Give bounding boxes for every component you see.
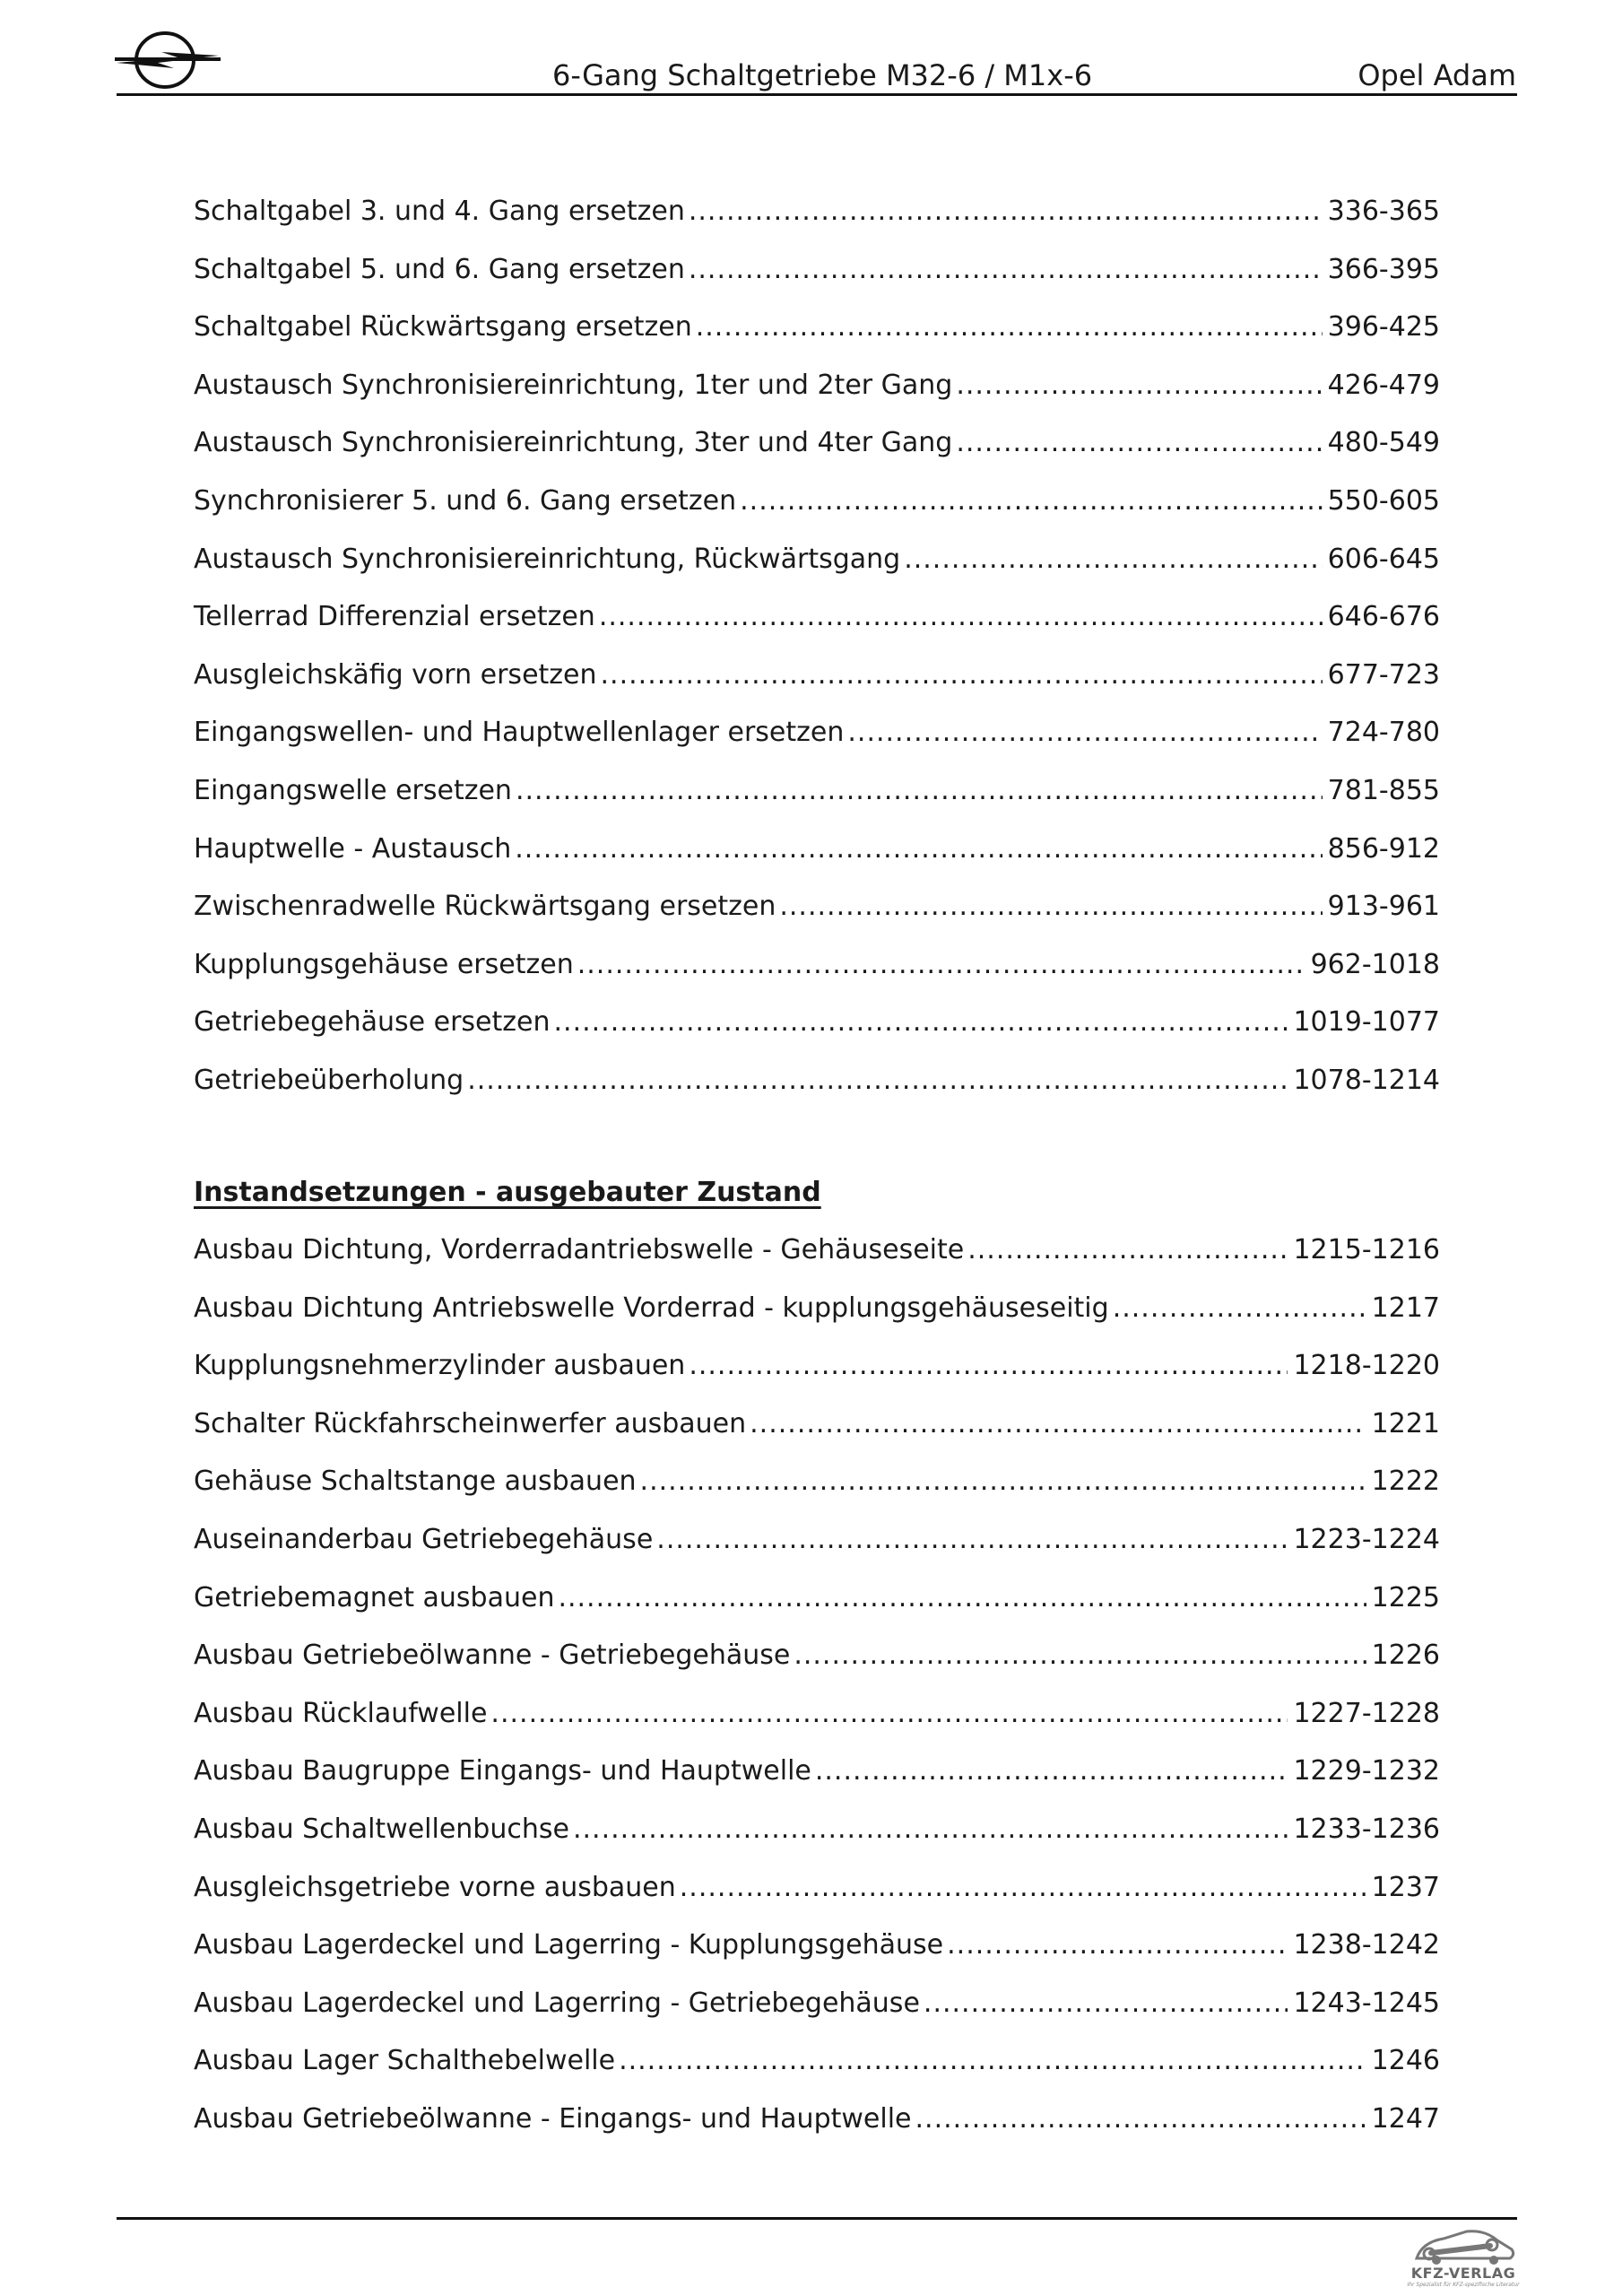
footer-logo-text: KFZ-VERLAG [1410, 2265, 1516, 2282]
opel-blitz-icon [115, 30, 221, 90]
toc-entry [194, 650, 1440, 709]
toc-entry [194, 1283, 1440, 1342]
toc-dot-leader [577, 940, 1305, 990]
toc-entry-title: Ausbau Lager Schalthebelwelle [194, 2045, 616, 2077]
toc-entry-pages: 480-549 [1327, 427, 1440, 459]
toc-entry-title: Getriebegehäuse ersetzen [194, 1006, 551, 1039]
toc-dot-leader [779, 882, 1322, 932]
toc-entry-pages: 1225 [1371, 1581, 1440, 1613]
toc-entry [194, 824, 1440, 883]
toc-entry-title: Austausch Synchronisiereinrichtung, 1ter und 2ter Gang [194, 369, 953, 401]
toc-entry [194, 997, 1440, 1056]
toc-entry-pages: 1217 [1371, 1292, 1440, 1324]
toc-entry-pages: 1229-1232 [1293, 1755, 1440, 1787]
toc-entry-title: Hauptwelle - Austausch [194, 832, 512, 865]
footer-logo-subtext: Ihr Spezialist für KFZ-spezifische Literatur [1407, 2282, 1520, 2288]
toc-dot-leader [956, 361, 1322, 411]
toc-entry-pages: 1222 [1371, 1465, 1440, 1498]
toc-entry-pages: 856-912 [1327, 832, 1440, 865]
toc-dot-leader [558, 1573, 1366, 1623]
header-title: 6-Gang Schaltgetriebe M32-6 / M1x-6 [552, 58, 1093, 92]
toc-entry [194, 476, 1440, 535]
toc-entry [194, 535, 1440, 593]
toc-dot-leader [947, 1920, 1288, 1970]
toc-dot-leader [915, 2094, 1366, 2144]
toc-dot-leader [924, 1979, 1288, 2029]
toc-entry-title: Austausch Synchronisiereinrichtung, Rückwärtsgang [194, 543, 901, 575]
toc-entry-pages: 1246 [1371, 2045, 1440, 2077]
toc-entry [194, 245, 1440, 303]
toc-entry-pages: 1221 [1371, 1407, 1440, 1439]
kfz-verlag-car-wrench-icon [1404, 2222, 1522, 2267]
toc-entry-title: Kupplungsnehmerzylinder ausbauen [194, 1350, 686, 1382]
toc-entry-title: Schalter Rückfahrscheinwerfer ausbauen [194, 1407, 747, 1439]
toc-entry-title: Eingangswelle ersetzen [194, 774, 512, 806]
footer-divider [117, 2217, 1517, 2220]
toc-entry-pages: 426-479 [1327, 369, 1440, 401]
toc-entry-title: Schaltgabel Rückwärtsgang ersetzen [194, 311, 692, 344]
toc-entry [194, 1979, 1440, 2037]
toc-entry-pages: 1247 [1371, 2102, 1440, 2135]
toc-dot-leader [554, 997, 1288, 1048]
toc-entry-pages: 336-365 [1327, 196, 1440, 227]
toc-entry-pages: 550-605 [1327, 484, 1440, 517]
toc-dot-leader [599, 592, 1323, 642]
toc-dot-leader [490, 1689, 1288, 1739]
toc-dot-leader [515, 824, 1322, 874]
toc-dot-leader [516, 766, 1323, 816]
toc-entry [194, 2036, 1440, 2094]
toc-dot-leader [904, 535, 1322, 585]
toc-entry-title: Ausbau Lagerdeckel und Lagerring - Getriebegehäuse [194, 1987, 920, 2019]
toc-entry-title: Getriebemagnet ausbauen [194, 1581, 555, 1613]
toc-entry-title: Ausbau Getriebeölwanne - Getriebegehäuse [194, 1639, 791, 1672]
toc-entry [194, 302, 1440, 361]
toc-dot-leader [740, 476, 1323, 526]
toc-entry-pages: 396-425 [1327, 311, 1440, 344]
toc-entry-pages: 1226 [1371, 1639, 1440, 1672]
toc-entry [194, 2094, 1440, 2152]
toc-entry-title: Synchronisierer 5. und 6. Gang ersetzen [194, 484, 737, 517]
toc-entry-pages: 1233-1236 [1293, 1813, 1440, 1845]
toc-entry-title: Gehäuse Schaltstange ausbauen [194, 1465, 637, 1498]
toc-dot-leader [847, 708, 1322, 758]
toc-entry-title: Ausbau Schaltwellenbuchse [194, 1813, 569, 1845]
toc-entry [194, 187, 1440, 245]
toc-entry-title: Ausgleichskäfig vorn ersetzen [194, 658, 597, 691]
toc-entry [194, 418, 1440, 476]
kfz-verlag-logo [1404, 2222, 1522, 2291]
toc-entry-title: Schaltgabel 3. und 4. Gang ersetzen [194, 196, 685, 227]
toc-dot-leader [815, 1746, 1288, 1796]
toc-entry-pages: 1243-1245 [1293, 1987, 1440, 2019]
toc-entry [194, 940, 1440, 998]
toc-entry [194, 592, 1440, 650]
toc-entry [194, 1746, 1440, 1805]
toc-entry-pages: 606-645 [1327, 543, 1440, 575]
toc-dot-leader [1113, 1283, 1366, 1334]
toc-dot-leader [696, 302, 1323, 352]
toc-entry-title: Ausbau Rücklaufwelle [194, 1697, 488, 1729]
toc-entry-pages: 781-855 [1327, 774, 1440, 806]
toc-entry [194, 766, 1440, 824]
toc-entry-title: Ausbau Lagerdeckel und Lagerring - Kupplungsgehäuse [194, 1929, 944, 1961]
toc-dot-leader [689, 245, 1323, 295]
toc-entry-pages: 1223-1224 [1293, 1523, 1440, 1555]
header-divider [117, 93, 1517, 96]
toc-entry [194, 708, 1440, 766]
toc-dot-leader [573, 1805, 1288, 1855]
toc-entry-pages: 1218-1220 [1293, 1350, 1440, 1382]
toc-entry-title: Getriebeüberholung [194, 1064, 464, 1096]
toc-dot-leader [619, 2036, 1366, 2086]
toc-entry [194, 1341, 1440, 1399]
toc-entry [194, 1805, 1440, 1863]
toc-entry [194, 1457, 1440, 1515]
toc-entry-title: Ausbau Dichtung, Vorderradantriebswelle - Gehäuseseite [194, 1234, 965, 1265]
toc-dot-leader [689, 1341, 1288, 1391]
toc-entry-pages: 913-961 [1327, 891, 1440, 923]
toc-entry-title: Schaltgabel 5. und 6. Gang ersetzen [194, 253, 685, 285]
toc-entry-pages: 724-780 [1327, 717, 1440, 749]
toc-entry-pages: 1019-1077 [1293, 1006, 1440, 1039]
toc-list-removed-state [194, 1225, 1440, 2152]
toc-dot-leader [601, 650, 1323, 700]
toc-entry-pages: 677-723 [1327, 658, 1440, 691]
toc-entry-title: Austausch Synchronisiereinrichtung, 3ter und 4ter Gang [194, 427, 953, 459]
toc-entry-pages: 1238-1242 [1293, 1929, 1440, 1961]
toc-entry-pages: 366-395 [1327, 253, 1440, 285]
toc-dot-leader [794, 1631, 1366, 1681]
toc-entry-pages: 962-1018 [1310, 948, 1440, 980]
toc-entry [194, 1573, 1440, 1631]
toc-list-repairs [194, 187, 1440, 1114]
toc-dot-leader [689, 187, 1323, 237]
toc-entry-title: Eingangswellen- und Hauptwellenlager ersetzen [194, 717, 845, 749]
toc-entry-title: Auseinanderbau Getriebegehäuse [194, 1523, 654, 1555]
toc-entry [194, 1515, 1440, 1573]
toc-dot-leader [656, 1515, 1288, 1565]
toc-entry [194, 361, 1440, 419]
toc-dot-leader [750, 1399, 1366, 1449]
toc-entry-title: Ausgleichsgetriebe vorne ausbauen [194, 1871, 676, 1903]
toc-entry-title: Ausbau Getriebeölwanne - Eingangs- und Hauptwelle [194, 2102, 912, 2135]
toc-dot-leader [956, 418, 1322, 468]
toc-entry-pages: 1215-1216 [1293, 1234, 1440, 1265]
toc-dot-leader [680, 1863, 1366, 1913]
toc-entry [194, 1689, 1440, 1747]
toc-entry-pages: 1227-1228 [1293, 1697, 1440, 1729]
toc-entry-pages: 1078-1214 [1293, 1064, 1440, 1096]
toc-entry-title: Tellerrad Differenzial ersetzen [194, 601, 595, 633]
toc-entry [194, 882, 1440, 940]
toc-entry [194, 1920, 1440, 1979]
toc-entry-title: Kupplungsgehäuse ersetzen [194, 948, 574, 980]
toc-entry [194, 1863, 1440, 1921]
toc-entry [194, 1631, 1440, 1689]
toc-entry [194, 1399, 1440, 1457]
toc-entry [194, 1056, 1440, 1114]
toc-entry-pages: 1237 [1371, 1871, 1440, 1903]
toc-dot-leader [967, 1225, 1288, 1275]
toc-entry-pages: 646-676 [1327, 601, 1440, 633]
toc-dot-leader [640, 1457, 1366, 1507]
section-heading: Instandsetzungen - ausgebauter Zustand [194, 1177, 821, 1208]
toc-entry-title: Ausbau Dichtung Antriebswelle Vorderrad - kupplungsgehäuseseitig [194, 1292, 1109, 1324]
toc-entry [194, 1225, 1440, 1283]
toc-entry-title: Zwischenradwelle Rückwärtsgang ersetzen [194, 891, 776, 923]
toc-dot-leader [467, 1056, 1288, 1106]
toc-entry-title: Ausbau Baugruppe Eingangs- und Hauptwelle [194, 1755, 811, 1787]
header-brand: Opel Adam [1357, 58, 1516, 92]
